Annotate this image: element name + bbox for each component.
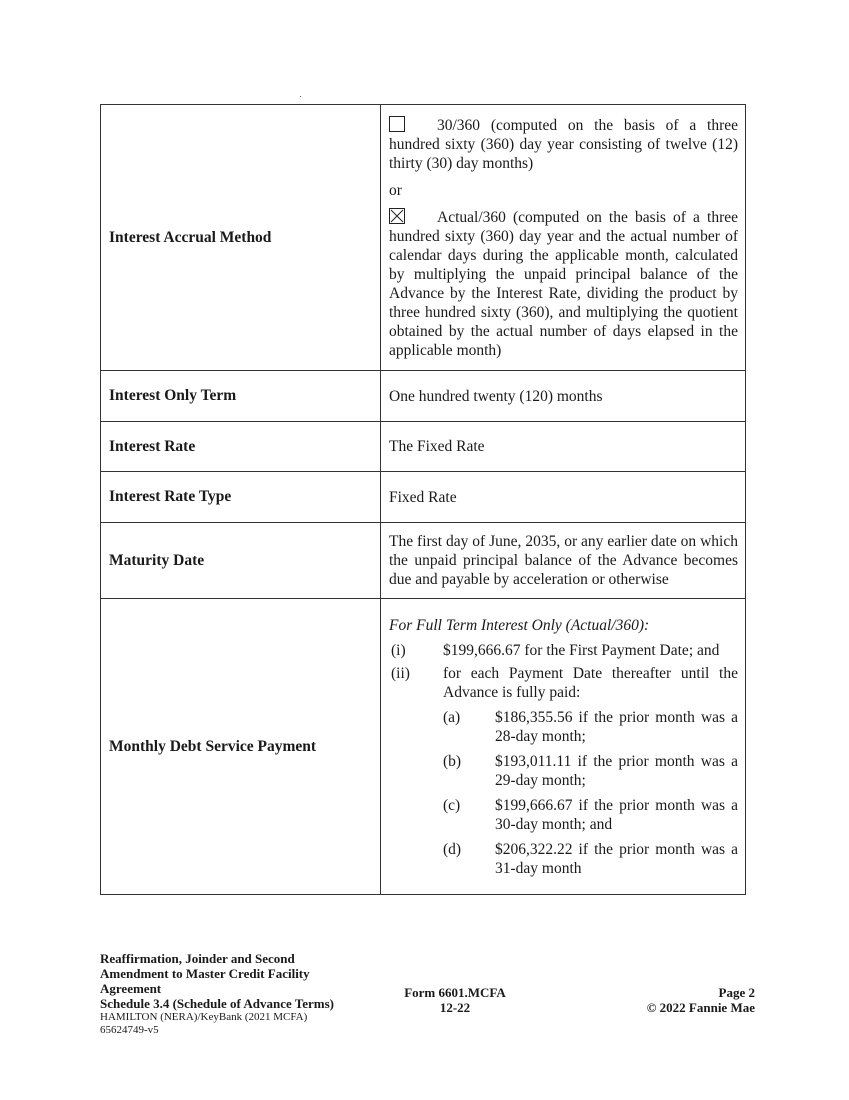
value-interest-only-term: One hundred twenty (120) months: [381, 371, 746, 422]
row-interest-rate-type: [101, 472, 746, 523]
row-maturity-date: [101, 523, 746, 599]
label-maturity-date: Maturity Date: [101, 523, 381, 599]
label-monthly-debt-service-payment: Monthly Debt Service Payment: [101, 599, 381, 895]
value-interest-rate-type: Fixed Rate: [381, 472, 746, 523]
payment-item-text: $199,666.67 for the First Payment Date; and: [443, 641, 720, 659]
payment-subitem-number: (c): [443, 796, 461, 814]
footer-title-line: Schedule 3.4 (Schedule of Advance Terms): [100, 996, 335, 1011]
value-interest-accrual-method: [381, 105, 746, 371]
payment-subitem-text: $206,322.22 if the prior month was a 31-day month: [495, 840, 738, 877]
row-interest-rate: [101, 422, 746, 472]
option-actual-360-text: Actual/360 (computed on the basis of a three hundred sixty (360) day year and the actual number of calendar days during the applicable month, calculated by multiplying the unpaid principal balance of the Advance by the Interest Rate, dividing the product by three hundred sixty (360), and multiplying the quotient obtained by the actual number of days elapsed in the applicable month): [389, 208, 738, 359]
payment-intro: For Full Term Interest Only (Actual/360):: [389, 616, 650, 634]
payment-subitem-text: $193,011.11 if the prior month was a 29-day month;: [495, 752, 738, 789]
payment-item-number: (ii): [391, 664, 410, 682]
copyright: © 2022 Fannie Mae: [646, 1000, 755, 1015]
payment-item-text: for each Payment Date thereafter until the Advance is fully paid:: [443, 664, 738, 701]
payment-subitem: [389, 796, 738, 834]
payment-subitem-number: (d): [443, 840, 462, 858]
row-monthly-debt-service-payment: [101, 599, 746, 895]
label-interest-rate-type: Interest Rate Type: [101, 472, 381, 523]
footer-title-line: Reaffirmation, Joinder and Second: [100, 951, 295, 966]
maturity-date-text: The first day of June, 2035, or any earlier date on which the unpaid principal balance of the Advance becomes due and payable by acceleration or otherwise: [389, 533, 738, 588]
checkbox-30-360[interactable]: [389, 116, 405, 132]
footer-form-info: [400, 985, 510, 1015]
value-monthly-debt-service-payment: [381, 599, 746, 895]
footer-form-number: Form 6601.MCFA: [404, 985, 506, 1000]
payment-item: [389, 664, 738, 702]
label-interest-accrual-method: Interest Accrual Method: [101, 105, 381, 371]
label-interest-rate: Interest Rate: [101, 422, 381, 472]
checkbox-actual-360-checked[interactable]: [389, 208, 405, 224]
or-text: or: [389, 181, 402, 199]
footer-form-date: 12-22: [439, 1000, 471, 1015]
value-interest-rate: The Fixed Rate: [381, 422, 746, 472]
page-number: Page 2: [718, 985, 755, 1000]
value-maturity-date: [381, 523, 746, 599]
payment-subitem-text: $199,666.67 if the prior month was a 30-day month; and: [495, 796, 738, 833]
option-30-360: [389, 116, 738, 173]
row-interest-only-term: [101, 371, 746, 422]
payment-subitem-text: $186,355.56 if the prior month was a 28-day month;: [495, 708, 738, 745]
row-interest-accrual-method: [101, 105, 746, 371]
option-30-360-text: 30/360 (computed on the basis of a three hundred sixty (360) day year consisting of twelve (12) thirty (30) day months): [389, 116, 738, 172]
payment-subitem: [389, 840, 738, 878]
footer-document-title: [100, 951, 380, 1037]
payment-subitem: [389, 752, 738, 790]
payment-subitem-number: (b): [443, 752, 462, 770]
label-interest-only-term: Interest Only Term: [101, 371, 381, 422]
footer-title-line: Amendment to Master Credit Facility: [100, 966, 310, 981]
footer-title-line: Agreement: [100, 981, 162, 996]
footer-matter-line: HAMILTON (NERA)/KeyBank (2021 MCFA): [100, 1011, 308, 1023]
footer-page-info: [647, 985, 755, 1015]
payment-subitem: [389, 708, 738, 746]
footer-doc-id: 65624749-v5: [100, 1024, 159, 1036]
advance-terms-table: [100, 104, 746, 895]
stray-mark: [300, 96, 301, 97]
payment-item-number: (i): [391, 641, 406, 659]
payment-subitem-number: (a): [443, 708, 461, 726]
payment-item: [389, 641, 738, 660]
option-actual-360: [389, 208, 738, 360]
